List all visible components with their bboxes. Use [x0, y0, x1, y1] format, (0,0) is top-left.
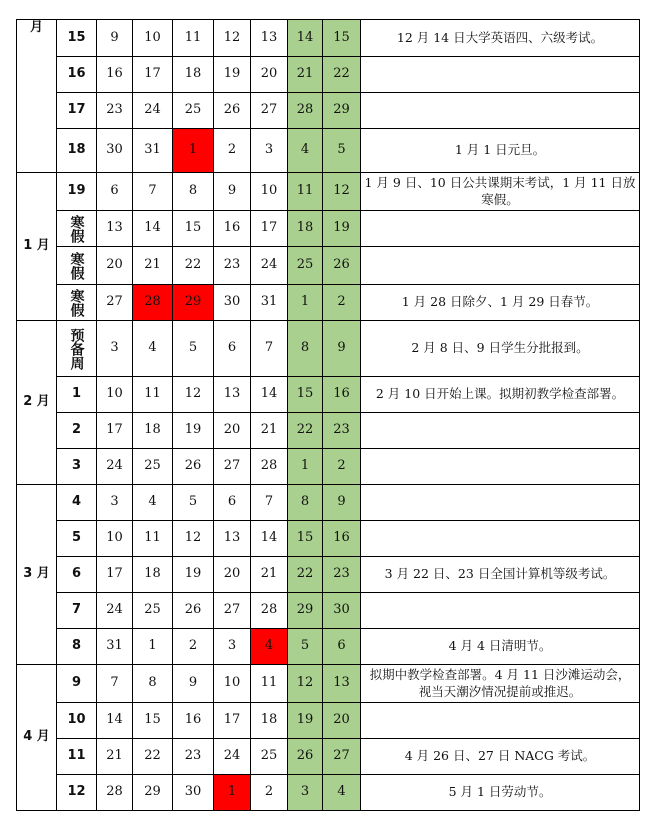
day-cell: 13	[97, 211, 133, 247]
day-cell: 6	[97, 173, 133, 211]
weekend-day-cell: 4	[323, 775, 361, 811]
week-row	[17, 485, 640, 521]
day-cell: 24	[97, 449, 133, 485]
note-cell: 3 月 22 日、23 日全国计算机等级考试。	[361, 557, 640, 593]
day-cell: 14	[133, 211, 173, 247]
day-cell: 30	[97, 129, 133, 173]
weekend-day-cell: 13	[323, 665, 361, 703]
weekend-day-cell: 16	[323, 521, 361, 557]
day-cell: 3	[97, 485, 133, 521]
holiday-day-cell: 29	[173, 285, 214, 321]
day-cell: 14	[251, 377, 288, 413]
day-cell: 26	[173, 593, 214, 629]
day-cell: 9	[214, 173, 251, 211]
day-cell: 19	[214, 57, 251, 93]
day-cell: 25	[173, 93, 214, 129]
day-cell: 12	[173, 521, 214, 557]
week-number-cell: 1	[57, 377, 97, 413]
weekend-day-cell: 9	[323, 321, 361, 377]
week-row	[17, 665, 640, 703]
day-cell: 11	[133, 521, 173, 557]
weekend-day-cell: 12	[288, 665, 323, 703]
day-cell: 20	[251, 57, 288, 93]
day-cell: 21	[251, 557, 288, 593]
weekend-day-cell: 14	[288, 20, 323, 57]
weekend-day-cell: 29	[323, 93, 361, 129]
week-number-cell: 9	[57, 665, 97, 703]
day-cell: 2	[251, 775, 288, 811]
week-row	[17, 285, 640, 321]
week-row	[17, 449, 640, 485]
day-cell: 7	[97, 665, 133, 703]
weekend-day-cell: 1	[288, 285, 323, 321]
note-cell	[361, 449, 640, 485]
note-cell	[361, 485, 640, 521]
week-number-cell: 16	[57, 57, 97, 93]
day-cell: 8	[133, 665, 173, 703]
day-cell: 4	[133, 321, 173, 377]
week-row	[17, 413, 640, 449]
weekend-day-cell: 12	[323, 173, 361, 211]
week-number-cell: 8	[57, 629, 97, 665]
day-cell: 10	[251, 173, 288, 211]
weekend-day-cell: 2	[323, 449, 361, 485]
day-cell: 9	[97, 20, 133, 57]
week-row	[17, 57, 640, 93]
holiday-day-cell: 1	[214, 775, 251, 811]
note-cell	[361, 247, 640, 285]
day-cell: 5	[173, 321, 214, 377]
day-cell: 25	[133, 593, 173, 629]
day-cell: 10	[214, 665, 251, 703]
weekend-day-cell: 6	[323, 629, 361, 665]
week-row	[17, 321, 640, 377]
week-row	[17, 211, 640, 247]
weekend-day-cell: 4	[288, 129, 323, 173]
weekend-day-cell: 20	[323, 703, 361, 739]
week-number-cell: 寒假	[57, 211, 97, 247]
weekend-day-cell: 25	[288, 247, 323, 285]
calendar-body	[17, 20, 640, 811]
day-cell: 13	[251, 20, 288, 57]
day-cell: 3	[97, 321, 133, 377]
week-number-cell: 7	[57, 593, 97, 629]
day-cell: 7	[133, 173, 173, 211]
day-cell: 28	[251, 593, 288, 629]
day-cell: 17	[97, 413, 133, 449]
weekend-day-cell: 15	[288, 377, 323, 413]
week-row	[17, 173, 640, 211]
note-cell: 2 月 8 日、9 日学生分批报到。	[361, 321, 640, 377]
week-row	[17, 593, 640, 629]
holiday-day-cell: 4	[251, 629, 288, 665]
day-cell: 20	[214, 557, 251, 593]
note-cell: 1 月 1 日元旦。	[361, 129, 640, 173]
day-cell: 30	[214, 285, 251, 321]
day-cell: 6	[214, 321, 251, 377]
week-row	[17, 775, 640, 811]
week-number-cell: 12	[57, 775, 97, 811]
day-cell: 22	[173, 247, 214, 285]
day-cell: 28	[251, 449, 288, 485]
weekend-day-cell: 9	[323, 485, 361, 521]
day-cell: 30	[173, 775, 214, 811]
week-number-cell: 5	[57, 521, 97, 557]
day-cell: 31	[133, 129, 173, 173]
day-cell: 16	[214, 211, 251, 247]
day-cell: 10	[97, 377, 133, 413]
holiday-day-cell: 28	[133, 285, 173, 321]
week-row	[17, 521, 640, 557]
weekend-day-cell: 26	[288, 739, 323, 775]
week-row	[17, 377, 640, 413]
day-cell: 14	[97, 703, 133, 739]
day-cell: 18	[251, 703, 288, 739]
week-number-cell: 4	[57, 485, 97, 521]
day-cell: 3	[214, 629, 251, 665]
weekend-day-cell: 22	[288, 557, 323, 593]
day-cell: 17	[251, 211, 288, 247]
holiday-day-cell: 1	[173, 129, 214, 173]
note-cell: 拟期中教学检查部署。4 月 11 日沙滩运动会，视当天潮汐情况提前或推迟。	[361, 665, 640, 703]
day-cell: 22	[133, 739, 173, 775]
day-cell: 17	[97, 557, 133, 593]
day-cell: 25	[133, 449, 173, 485]
note-cell: 4 月 26 日、27 日 NACG 考试。	[361, 739, 640, 775]
day-cell: 11	[133, 377, 173, 413]
note-cell	[361, 593, 640, 629]
day-cell: 7	[251, 485, 288, 521]
note-cell: 12 月 14 日大学英语四、六级考试。	[361, 20, 640, 57]
day-cell: 13	[214, 377, 251, 413]
weekend-day-cell: 3	[288, 775, 323, 811]
week-number-cell: 寒假	[57, 285, 97, 321]
weekend-day-cell: 5	[288, 629, 323, 665]
day-cell: 24	[133, 93, 173, 129]
day-cell: 16	[173, 703, 214, 739]
week-number-cell: 19	[57, 173, 97, 211]
week-number-cell: 18	[57, 129, 97, 173]
day-cell: 31	[251, 285, 288, 321]
week-number-cell: 11	[57, 739, 97, 775]
weekend-day-cell: 19	[323, 211, 361, 247]
day-cell: 26	[214, 93, 251, 129]
weekend-day-cell: 26	[323, 247, 361, 285]
weekend-day-cell: 16	[323, 377, 361, 413]
note-cell	[361, 57, 640, 93]
note-cell: 1 月 28 日除夕、1 月 29 日春节。	[361, 285, 640, 321]
day-cell: 4	[133, 485, 173, 521]
day-cell: 12	[173, 377, 214, 413]
weekend-day-cell: 15	[323, 20, 361, 57]
weekend-day-cell: 30	[323, 593, 361, 629]
day-cell: 9	[173, 665, 214, 703]
note-cell	[361, 211, 640, 247]
weekend-day-cell: 8	[288, 485, 323, 521]
day-cell: 11	[173, 20, 214, 57]
day-cell: 31	[97, 629, 133, 665]
month-cell-mar: 3 月	[17, 485, 57, 665]
weekend-day-cell: 2	[323, 285, 361, 321]
note-cell	[361, 521, 640, 557]
month-cell-feb: 2 月	[17, 321, 57, 485]
week-row	[17, 247, 640, 285]
day-cell: 23	[173, 739, 214, 775]
day-cell: 15	[173, 211, 214, 247]
weekend-day-cell: 23	[323, 557, 361, 593]
week-row	[17, 703, 640, 739]
week-number-cell: 预备周	[57, 321, 97, 377]
week-number-cell: 15	[57, 20, 97, 57]
day-cell: 8	[173, 173, 214, 211]
weekend-day-cell: 28	[288, 93, 323, 129]
day-cell: 18	[133, 557, 173, 593]
note-cell	[361, 413, 640, 449]
month-cell-dec: 月	[17, 20, 57, 173]
week-row	[17, 629, 640, 665]
note-cell	[361, 703, 640, 739]
week-number-cell: 6	[57, 557, 97, 593]
note-cell: 2 月 10 日开始上课。拟期初教学检查部署。	[361, 377, 640, 413]
day-cell: 18	[133, 413, 173, 449]
month-cell-apr: 4 月	[17, 665, 57, 811]
day-cell: 10	[97, 521, 133, 557]
day-cell: 19	[173, 557, 214, 593]
day-cell: 23	[214, 247, 251, 285]
weekend-day-cell: 21	[288, 57, 323, 93]
weekend-day-cell: 5	[323, 129, 361, 173]
day-cell: 6	[214, 485, 251, 521]
day-cell: 12	[214, 20, 251, 57]
day-cell: 27	[214, 449, 251, 485]
day-cell: 26	[173, 449, 214, 485]
weekend-day-cell: 15	[288, 521, 323, 557]
week-row	[17, 20, 640, 57]
day-cell: 25	[251, 739, 288, 775]
day-cell: 2	[214, 129, 251, 173]
day-cell: 16	[97, 57, 133, 93]
weekend-day-cell: 29	[288, 593, 323, 629]
day-cell: 21	[133, 247, 173, 285]
day-cell: 14	[251, 521, 288, 557]
weekend-day-cell: 23	[323, 413, 361, 449]
day-cell: 19	[173, 413, 214, 449]
weekend-day-cell: 8	[288, 321, 323, 377]
day-cell: 17	[214, 703, 251, 739]
weekend-day-cell: 18	[288, 211, 323, 247]
day-cell: 20	[97, 247, 133, 285]
weekend-day-cell: 22	[288, 413, 323, 449]
day-cell: 2	[173, 629, 214, 665]
day-cell: 24	[214, 739, 251, 775]
day-cell: 15	[133, 703, 173, 739]
week-row	[17, 739, 640, 775]
month-cell-jan: 1 月	[17, 173, 57, 321]
day-cell: 27	[251, 93, 288, 129]
day-cell: 17	[133, 57, 173, 93]
note-cell: 4 月 4 日清明节。	[361, 629, 640, 665]
note-cell: 5 月 1 日劳动节。	[361, 775, 640, 811]
day-cell: 3	[251, 129, 288, 173]
weekend-day-cell: 19	[288, 703, 323, 739]
day-cell: 11	[251, 665, 288, 703]
weekend-day-cell: 27	[323, 739, 361, 775]
week-number-cell: 2	[57, 413, 97, 449]
day-cell: 29	[133, 775, 173, 811]
day-cell: 24	[97, 593, 133, 629]
week-number-cell: 寒假	[57, 247, 97, 285]
day-cell: 27	[214, 593, 251, 629]
day-cell: 28	[97, 775, 133, 811]
day-cell: 23	[97, 93, 133, 129]
day-cell: 10	[133, 20, 173, 57]
weekend-day-cell: 1	[288, 449, 323, 485]
note-cell	[361, 93, 640, 129]
week-number-cell: 3	[57, 449, 97, 485]
weekend-day-cell: 11	[288, 173, 323, 211]
week-number-cell: 10	[57, 703, 97, 739]
day-cell: 13	[214, 521, 251, 557]
day-cell: 27	[97, 285, 133, 321]
day-cell: 18	[173, 57, 214, 93]
day-cell: 21	[97, 739, 133, 775]
week-row	[17, 129, 640, 173]
day-cell: 5	[173, 485, 214, 521]
note-cell: 1 月 9 日、10 日公共课期末考试，1 月 11 日放寒假。	[361, 173, 640, 211]
week-number-cell: 17	[57, 93, 97, 129]
day-cell: 7	[251, 321, 288, 377]
weekend-day-cell: 22	[323, 57, 361, 93]
week-row	[17, 93, 640, 129]
week-row	[17, 557, 640, 593]
day-cell: 20	[214, 413, 251, 449]
academic-calendar-table	[16, 19, 640, 811]
day-cell: 1	[133, 629, 173, 665]
day-cell: 24	[251, 247, 288, 285]
day-cell: 21	[251, 413, 288, 449]
